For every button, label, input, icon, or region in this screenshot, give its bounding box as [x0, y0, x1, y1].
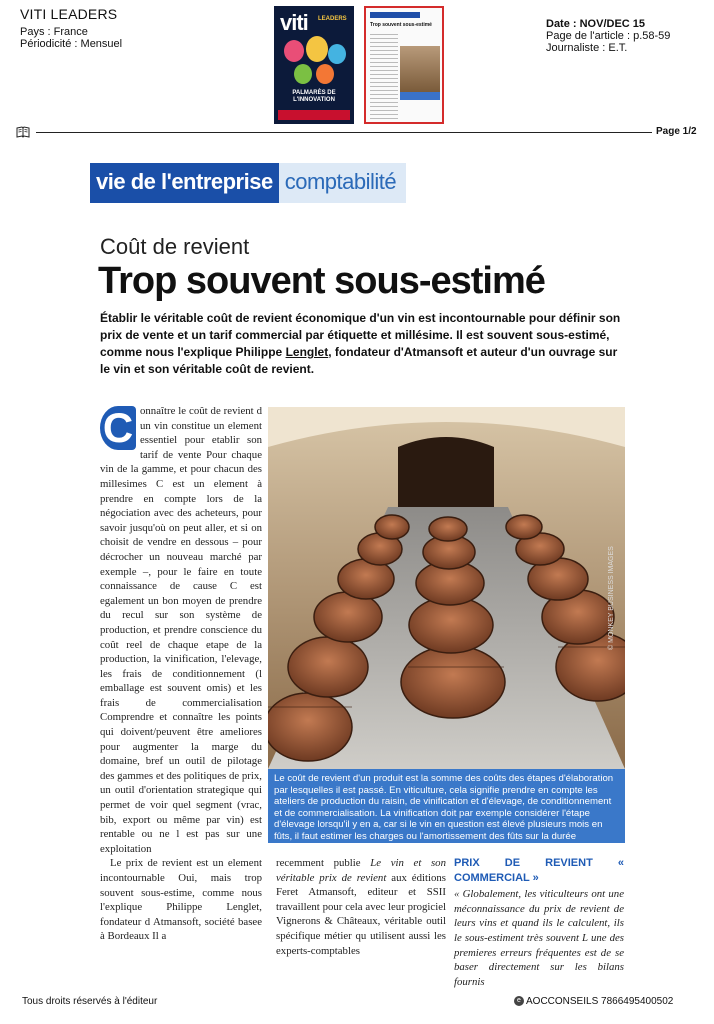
thumb-caption: [400, 92, 440, 100]
photo-caption: Le coût de revient d'un produit est la somme des coûts des étapes d'élaboration par lesquelles il est passé. En viticulture, cela signifie prendre en compte les ateliers de production du raisin, de vinification et d'élevage, de conditionnement et de commercialisation. La vinification doit par exemple considérer l'étape d'élevage lorsqu'il y en a, car si le vin en question est élevé plusieurs mois en fûts, il faut estimer les charges ou l'amortissement des fûts sur la durée d'élevage.: [268, 769, 625, 843]
cover-red-bar: [278, 110, 350, 120]
body-column-3: [454, 856, 624, 989]
publication-meta: [20, 26, 122, 50]
section-main: vie de l'entreprise: [90, 163, 279, 203]
cellar-photo: [268, 407, 625, 769]
thumb-photo: [400, 46, 440, 92]
periodicity: Périodicité : Mensuel: [20, 38, 123, 50]
header-divider: [36, 132, 652, 133]
cover-thumbnail[interactable]: [274, 6, 354, 124]
article-kicker: Coût de revient: [100, 234, 250, 259]
article-standfirst: [100, 310, 625, 378]
date-block: [546, 18, 670, 54]
bulb-icon: [306, 36, 328, 62]
book-title: Le vin et son véritable prix de revient: [276, 857, 446, 884]
column-subhead: PRIX DE REVIENT « COMMERCIAL »: [454, 857, 624, 884]
page-number: Page 1/2: [656, 126, 697, 137]
drop-cap: C: [100, 406, 136, 450]
paragraph-2: Le prix de revient est un element incontournable Oui, mais trop souvent sous-estime, comme nous l'explique Philippe Lenglet, fondateur d Atmansoft, société basee à Bordeaux Il a: [100, 857, 262, 943]
col3-quote: « Globalement, les viticulteurs ont une méconnaissance du prix de revient de leurs vins et quand ils le calculent, ils le sous-estiment très souvent L une des premieres erreurs fréquentes est de se baser directement sur les bilans fournis: [454, 888, 624, 988]
bulb-icon: [328, 44, 346, 64]
standfirst-text: Établir le véritable coût de revient économique d'un vin est incontournable pour définir son prix de vente et un tarif commercial par étiquette et millésime. Il est souvent sous-estimé, comme nous l'explique Philippe: [100, 311, 621, 359]
barrel-cellar-illustration: [268, 407, 625, 769]
article-headline: Trop souvent sous-estimé: [98, 260, 545, 302]
publication-name: VITI LEADERS: [20, 6, 118, 22]
body-column-2: [276, 856, 446, 958]
thumb-headline: Trop souvent sous-estimé: [370, 22, 432, 28]
photo-credit: © MONKEY BUSINESS IMAGES: [608, 546, 615, 650]
journalist: Journaliste : E.T.: [546, 42, 628, 54]
paragraph-1: onnaître le coût de revient d un vin constitue un element essentiel pour etablir son tarif de vente Pour chaque vin de la gamme, et pour chacun des millesimes C est un element à prendre en compte lors de la négociation avec des acheteurs, pour savoir jusqu'où on peut aller, et si on choisit de vendre en dessous – pour décrocher un nouveau marché par exemple –, pour le faire en toute connaissance de cause C est egalement un bon moyen de prendre du recul sur son système de production, et prendre conscience du coût reel de chaque etape de la production, la vinification, l'elevage, les frais de conditionnement (l emballage est souvent omis) et les frais de commercialisation Comprendre et connaître les points qui doivent/peuvent être ameliores pour augmenter la marge du domaine, bref un outil de pilotage des gammes et des politiques de prix, un outil d'orientation strategique qui permet de voir quel segment (vrac, bib, export ou même par vin) est rentable ou ne l est pas sur une exploitation: [100, 405, 262, 855]
issue-date: Date : NOV/DEC 15: [546, 18, 646, 30]
thumb-section-bar: [370, 12, 420, 18]
rights-notice: Tous droits réservés à l'éditeur: [22, 996, 158, 1007]
footer-code: AOCCONSEILS 7866495400502: [526, 996, 674, 1007]
col2-text: recemment publie: [276, 857, 371, 869]
bulb-icon: [316, 64, 334, 84]
cover-subtitle: LEADERS: [318, 16, 347, 22]
cover-title: viti: [280, 10, 308, 35]
standfirst-text-end: , fondateur d'Atmansoft et auteur d'un ouvrage sur le vin et son véritable coût de revient.: [100, 345, 618, 376]
article-thumbnail[interactable]: [364, 6, 444, 124]
body-column-1: [100, 404, 262, 944]
bulb-icon: [284, 40, 304, 62]
section-banner: [90, 160, 406, 206]
bulb-icon: [294, 64, 312, 84]
article-pages: Page de l'article : p.58-59: [546, 30, 671, 42]
thumb-text-lines: [370, 34, 398, 120]
cover-banner-text: PALMARÈS DE L'INNOVATION: [292, 90, 336, 103]
country: Pays : France: [20, 26, 88, 38]
book-icon: [16, 126, 30, 138]
col2-text-end: aux éditions Feret Atmansoft, editeur et SSII travaillent pour cela avec leur progiciel Vignerons & Châteaux, véritable outil spécifique métier qu utilisent aussi les experts-comptables: [276, 871, 446, 957]
footer-code-block: [514, 996, 673, 1007]
standfirst-name: Lenglet: [285, 345, 329, 359]
section-sub: comptabilité: [279, 163, 406, 203]
agency-logo-icon: e: [514, 996, 524, 1006]
